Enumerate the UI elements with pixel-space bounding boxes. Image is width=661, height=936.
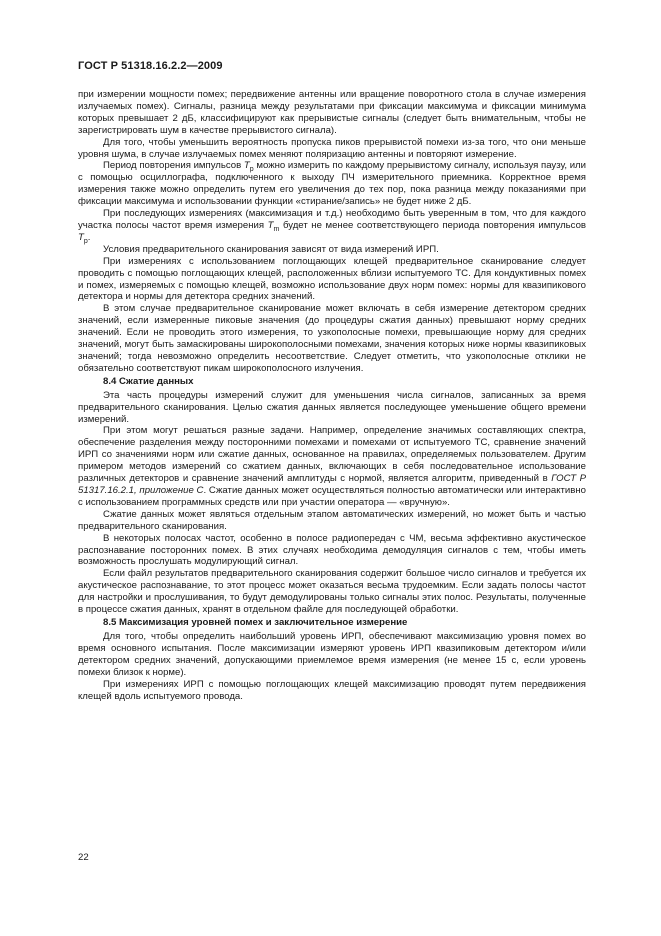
paragraph: При измерениях с использованием поглощающих клещей предварительное сканирование следует проводить с помощью поглощающих клещей, расположенных вблизи испытуемого ТС. Для кондуктивных помех и помех, измеряемых с помощью клещей, возможно использование двух норм помех: нормы для квазипикового детектора и нормы для детектора средних значений. [78,255,586,303]
paragraph: Период повторения импульсов $T_p$ можно измерить по каждому прерывистому сигналу, используя паузу, или с помощью осциллографа, подключенного к выходу ПЧ измерительного приемника. Корректное время измерения также можно определить путем его увеличения до тех пор, пока разница между показаниями при фиксации максимума и использовании функции «стирание/запись» не будет ниже 2 дБ. [78,160,587,208]
body-text [78,89,586,702]
document-page [78,60,586,702]
paragraph: В этом случае предварительное сканирование может включать в себя измерение детектором средних значений, если измеренные пиковые значения (до процедуры сжатия данных) превышают норму средних значений. Если не проводить этого измерения, то узкополосные помехи, превышающие норму для средних значений, могут быть замаскированы широкополосными помехами, значения которых ниже нормы квазипиковых значений; тогда невозможно определить несоответствие. Следует отметить, что узкополосные отклики не обязательно соответствуют пикам широкополосного излучения. [78,303,586,374]
paragraph: При последующих измерениях (максимизация и т.д.) необходимо быть уверенным в том, что для каждого участка полосы частот время измерения $T_m$ будет не менее соответствующего периода повторения импульсов $T_p$. [78,208,587,245]
paragraph: при измерении мощности помех; передвижение антенны или вращение поворотного стола в случае измерения излучаемых помех). Сигналы, разница между результатами при фиксации максимума и фиксации минимума которых превышает 2 дБ, классифицируют как прерывистые сигналы (следует быть внимательным, чтобы не зарегистрировать шум в качестве прерывистого сигнала). [78,89,586,136]
document-header: ГОСТ Р 51318.16.2.2—2009 [78,60,223,72]
page-number: 22 [78,852,89,863]
paragraph: Для того, чтобы уменьшить вероятность пропуска пиков прерывистой помехи из-за того, что они меньше уровня шума, в случае излучаемых помех меняют поляризацию антенны и повторяют измерение. [78,136,586,160]
paragraph: Если файл результатов предварительного сканирования содержит большое число сигналов и требуется их акустическое распознавание, то этот процесс может оказаться весьма трудоемким. Если задать полосы частот для настройки и прослушивания, то будут демодулированы только сигналы этих полос. Результаты, полученные в процессе сжатия данных, хранят в отдельном файле для последующей обработки. [78,568,586,616]
paragraph: Для того, чтобы определить наибольший уровень ИРП, обеспечивают максимизацию уровня помех во время основного испытания. После максимизации измеряют уровень ИРП квазипиковым детектором и/или детектором средних значений, допускающими приемлемое время измерения (не менее 15 с, если уровень помехи близок к норме). [78,630,586,678]
paragraph: В некоторых полосах частот, особенно в полосе радиопередач с ЧМ, весьма эффективно акустическое распознавание посторонних помех. В этих случаях необходима демодуляция сигналов с тем, чтобы иметь возможность прослушать модулирующий сигнал. [78,532,586,568]
paragraph: Эта часть процедуры измерений служит для уменьшения числа сигналов, записанных за время предварительного сканирования. Целью сжатия данных является последующее уменьшение общего времени измерений. [78,389,586,425]
paragraph: Условия предварительного сканирования зависят от вида измерений ИРП. [103,243,439,255]
section-heading: 8.4 Сжатие данных [103,375,194,387]
paragraph: Сжатие данных может являться отдельным этапом автоматических измерений, но может быть и частью предварительного сканирования. [78,508,586,532]
symbol-t: T [243,160,250,172]
standard-reference: ГОСТ Р 51317.16.2.1, приложение С [78,473,586,496]
symbol-t: T [78,231,84,243]
symbol-t: T [267,219,274,231]
paragraph: При измерениях ИРП с помощью поглощающих клещей максимизацию проводят путем передвижения клещей вдоль испытуемого провода. [78,678,586,702]
paragraph: При этом могут решаться разные задачи. Например, определение значимых составляющих спектра, обеспечение разделения между посторонними помехами и помехами от испытуемого ТС, сравнение значений ИРП со значениями норм или сжатие данных, основанное на правилах, определяемых пользователем. Другим примером методов измерений со сжатием данных, включающих в себя последовательное использование различных детекторов и сравнение значений амплитуды с нормой, является алгоритм, приведенный в ГОСТ Р 51317.16.2.1, приложение С. Сжатие данных может осуществляться полностью автоматически или интерактивно с использованием программных средств или при участии оператора — «вручную». [78,425,586,508]
section-heading: 8.5 Максимизация уровней помех и заключительное измерение [103,616,408,628]
